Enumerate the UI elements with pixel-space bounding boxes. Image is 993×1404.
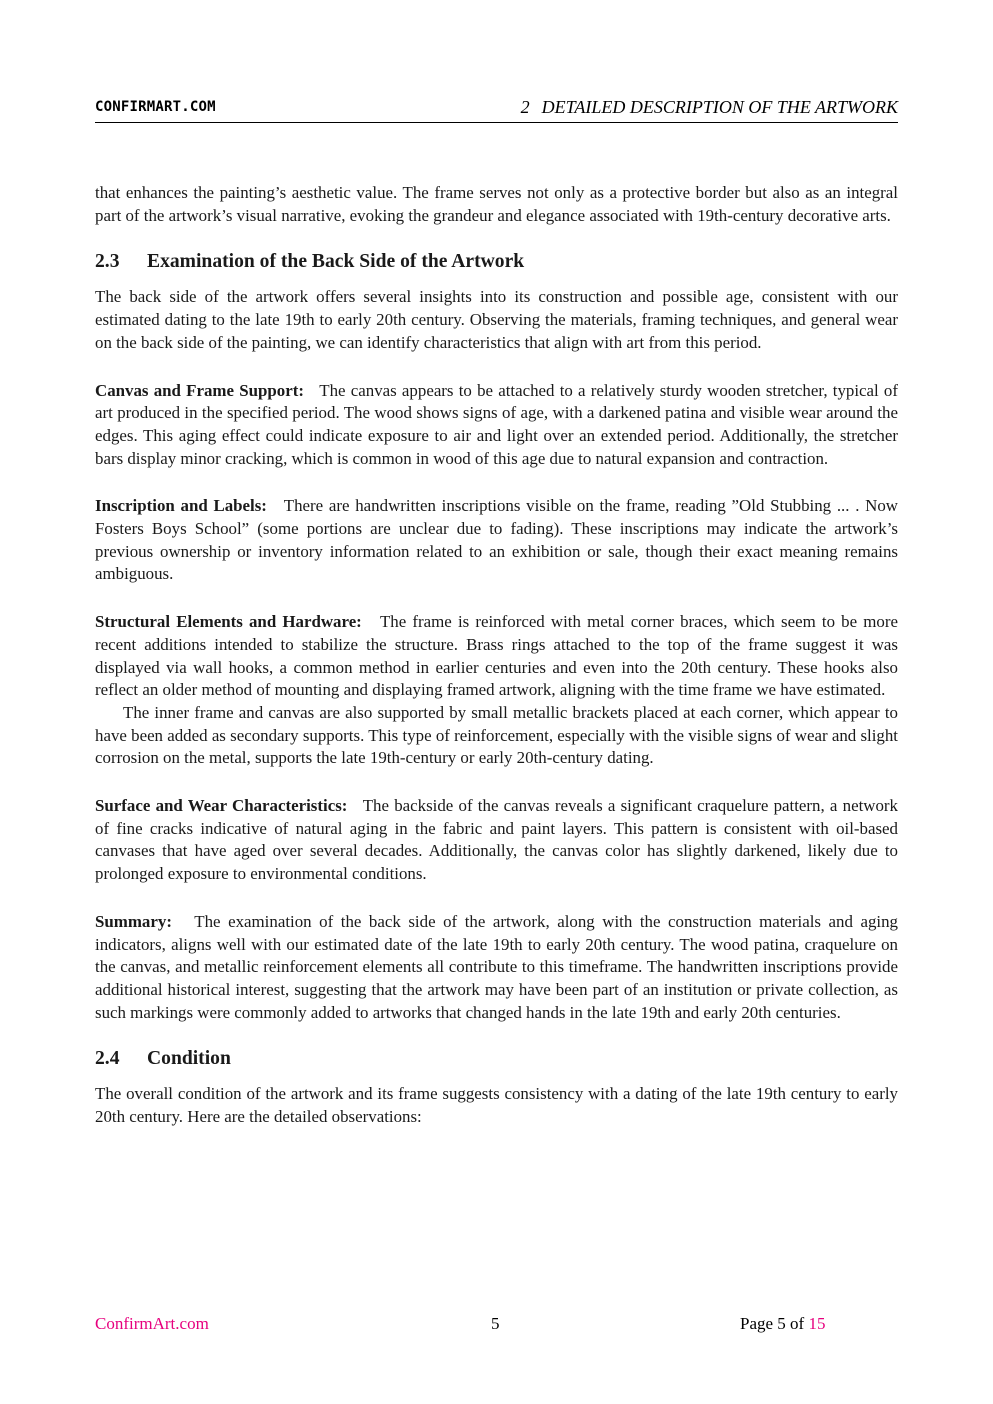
summary-paragraph [95, 911, 898, 1025]
section-heading-2-3 [95, 250, 898, 274]
canvas-support-paragraph [95, 380, 898, 471]
section-heading-2-4 [95, 1047, 898, 1071]
footer-site-link[interactable]: ConfirmArt.com [95, 1314, 209, 1333]
paragraph-label: Surface and Wear Characteristics: [95, 796, 348, 816]
paragraph-label: Summary: [95, 911, 172, 931]
footer-page-number: 5 [491, 1314, 500, 1333]
section-2-4-intro: The overall condition of the artwork and its frame suggests consistency with a dating of the late 19th century to early 20th century. Here are the detailed observations: [95, 1084, 898, 1127]
structural-paragraph [95, 611, 898, 702]
document-page [95, 0, 898, 1404]
section-number: 2.4 [95, 1048, 120, 1070]
running-head-number: 2 [520, 97, 530, 117]
paragraph-text: The backside of the canvas reveals a significant craquelure pattern, a network of fine cracks indicative of natural aging in the fabric and paint layers. This pattern is consistent with oil-based canvases that have aged over several decades. Additionally, the canvas color has slightly darkened, likely due to prolonged exposure to environmental conditions. [95, 796, 898, 884]
running-head-title: DETAILED DESCRIPTION OF THE ARTWORK [541, 97, 898, 117]
section-number: 2.3 [95, 251, 120, 273]
page-footer [95, 1314, 898, 1338]
running-head [521, 97, 898, 118]
body-content [95, 182, 898, 1129]
footer-page-count [740, 1314, 825, 1334]
page-header [95, 96, 898, 123]
total-pages-link[interactable]: 15 [808, 1314, 826, 1333]
page-prefix: Page 5 of [740, 1314, 805, 1333]
paragraph-label: Inscription and Labels: [95, 496, 267, 516]
surface-paragraph [95, 795, 898, 886]
section-title: Examination of the Back Side of the Artwork [147, 251, 525, 273]
intro-paragraph: that enhances the painting’s aesthetic value. The frame serves not only as a protective border but also as an integral part of the artwork’s visual narrative, evoking the grandeur and elegance associated with 19th-century decorative arts. [95, 183, 898, 225]
confirmart-logo: CONFIRMART.COM [95, 99, 216, 115]
paragraph-text: The canvas appears to be attached to a relatively sturdy wooden stretcher, typical of art produced in the specified period. The wood shows signs of age, with a darkened patina and visible wear around the edges. This aging effect could indicate exposure to air and light over an extended period. Additionally, the stretcher bars display minor cracking, which is common in wood of this age due to natural expansion and contraction. [95, 380, 898, 468]
paragraph-text: The examination of the back side of the artwork, along with the construction materials and aging indicators, aligns well with our estimated date of the late 19th to early 20th century. The wood patina, craquelure on the canvas, and metallic reinforcement elements all contribute to this timeframe. The handwritten inscriptions provide additional historical interest, suggesting that the artwork may have been part of an institution or private collection, as such markings were commonly added to artworks that changed hands in the late 19th and early 20th centuries. [95, 911, 898, 1022]
paragraph-label: Structural Elements and Hardware: [95, 612, 362, 632]
structural-paragraph-continued: The inner frame and canvas are also supported by small metallic brackets placed at each corner, which appear to have been added as secondary supports. This type of reinforcement, especially with the visible signs of wear and slight corrosion on the metal, supports the late 19th-century or early 20th-century dating. [95, 702, 898, 768]
paragraph-text: The frame is reinforced with metal corner braces, which seem to be more recent additions intended to stabilize the structure. Brass rings attached to the top of the frame suggest it was displayed via wall hooks, a common method in earlier centuries and even into the 20th century. These hooks also reflect an older method of mounting and displaying framed artwork, aligning with the time frame we have estimated. [95, 612, 898, 700]
paragraph-label: Canvas and Frame Support: [95, 380, 304, 400]
section-title: Condition [147, 1048, 231, 1070]
paragraph-text: There are handwritten inscriptions visible on the frame, reading ”Old Stubbing ... . Now Fosters Boys School” (some portions are unclear due to fading). These inscriptions may indicate the artwork’s previous ownership or inventory information related to an exhibition or sale, though their exact meaning remains ambiguous. [95, 496, 898, 584]
section-2-3-intro: The back side of the artwork offers several insights into its construction and possible age, consistent with our estimated dating to the late 19th to early 20th century. Observing the materials, framing techniques, and general wear on the back side of the painting, we can identify characteristics that align with art from this period. [95, 287, 898, 352]
inscription-paragraph [95, 495, 898, 586]
